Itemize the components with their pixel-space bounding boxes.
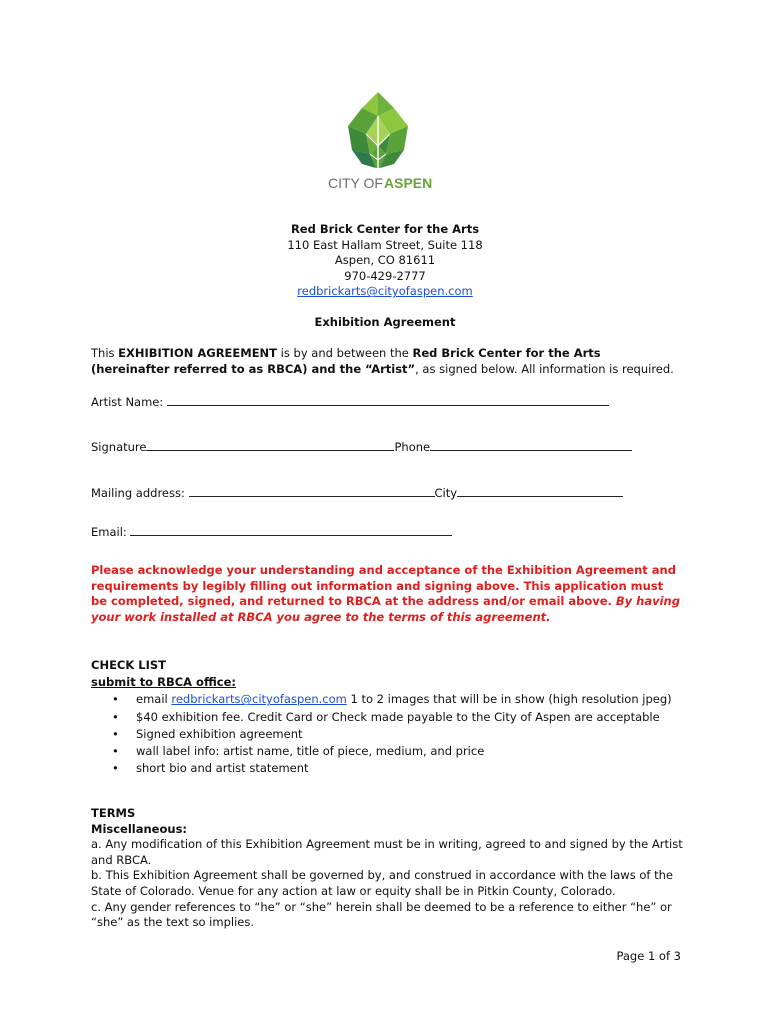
logo-text-city-of: CITY OF <box>328 175 383 191</box>
bullet-icon: • <box>112 761 119 776</box>
terms-heading: TERMS <box>91 806 136 820</box>
list-item <box>91 691 691 708</box>
mailing-address-label: Mailing address: <box>91 486 185 500</box>
document-title: Exhibition Agreement <box>314 315 456 329</box>
term-a: a. Any modification of this Exhibition Agreement must be in writing, agreed to and signed by the Artist and RBCA. <box>91 837 683 867</box>
list-item <box>91 743 691 760</box>
notice-text: Please acknowledge your understanding and acceptance of the Exhibition Agreement and requirements by legibly filling out information and signing above. This application must be completed, signed, and returned to RBCA at the address and/or email above. <box>91 563 676 609</box>
item-text: email <box>136 692 172 707</box>
signature-row <box>91 439 632 454</box>
bullet-icon: • <box>112 726 119 741</box>
street-address: 110 East Hallam Street, Suite 118 <box>287 237 483 252</box>
signature-label: Signature <box>91 440 147 454</box>
city-field[interactable] <box>457 485 623 497</box>
checklist-subheading: submit to RBCA office: <box>91 675 236 690</box>
checklist-section <box>91 657 691 777</box>
terms-section <box>91 806 683 931</box>
city-label: City <box>434 486 458 500</box>
address-block <box>0 222 770 300</box>
item-text: 1 to 2 images that will be in show (high resolution jpeg) <box>346 692 672 707</box>
intro-bold-agreement: EXHIBITION AGREEMENT <box>118 346 278 360</box>
list-item <box>91 709 691 726</box>
intro-bold-parties: Red Brick Center for the Arts (hereinafter referred to as RBCA) and the “Artist” <box>91 346 601 376</box>
acknowledgement-notice <box>91 563 683 625</box>
checklist-items <box>91 691 691 777</box>
mailing-address-row <box>91 485 623 500</box>
item-text: $40 exhibition fee. Credit Card or Check made payable to the City of Aspen are acceptable <box>136 709 660 724</box>
email-link[interactable]: redbrickarts@cityofaspen.com <box>297 284 473 299</box>
bullet-icon: • <box>112 692 119 707</box>
mailing-address-field[interactable] <box>189 485 435 497</box>
item-text: short bio and artist statement <box>136 761 309 776</box>
term-b: b. This Exhibition Agreement shall be governed by, and construed in accordance with the laws of the State of Colorado. Venue for any action at law or equity shall be in Pitkin County, Colorado. <box>91 868 673 898</box>
item-text: Signed exhibition agreement <box>136 726 303 741</box>
term-c: c. Any gender references to “he” or “she” herein shall be deemed to be a reference to either “he” or “she” as the text so implies. <box>91 899 672 930</box>
phone-field[interactable] <box>430 439 632 451</box>
phone-label: Phone <box>394 440 431 454</box>
email-label: Email: <box>91 525 127 539</box>
aspen-leaf-icon <box>322 90 442 194</box>
artist-name-label: Artist Name: <box>91 395 164 409</box>
email-field[interactable] <box>130 524 452 536</box>
city-of-aspen-logo <box>322 90 442 194</box>
notice-italic-text: By having your work installed at RBCA you agree to the terms of this agreement. <box>91 594 680 624</box>
intro-paragraph <box>91 346 683 377</box>
page-number: Page 1 of 3 <box>616 949 681 963</box>
bullet-icon: • <box>112 744 119 759</box>
checklist-heading: CHECK LIST <box>91 658 167 672</box>
intro-text: This <box>91 346 119 360</box>
phone-number: 970-429-2777 <box>344 268 426 283</box>
terms-subheading: Miscellaneous: <box>91 821 188 836</box>
logo-text-aspen: ASPEN <box>384 175 433 191</box>
artist-name-row <box>91 394 609 409</box>
org-name: Red Brick Center for the Arts <box>290 222 480 236</box>
intro-text: , as signed below. All information is required. <box>415 361 674 376</box>
artist-name-field[interactable] <box>167 394 609 406</box>
item-text: wall label info: artist name, title of piece, medium, and price <box>136 744 485 759</box>
bullet-icon: • <box>112 709 119 724</box>
city-state-zip: Aspen, CO 81611 <box>334 253 436 268</box>
checklist-email-link[interactable]: redbrickarts@cityofaspen.com <box>171 692 347 707</box>
list-item <box>91 760 691 777</box>
email-row <box>91 524 452 539</box>
signature-field[interactable] <box>146 439 394 451</box>
intro-text: is by and between the <box>277 346 413 360</box>
list-item <box>91 726 691 743</box>
